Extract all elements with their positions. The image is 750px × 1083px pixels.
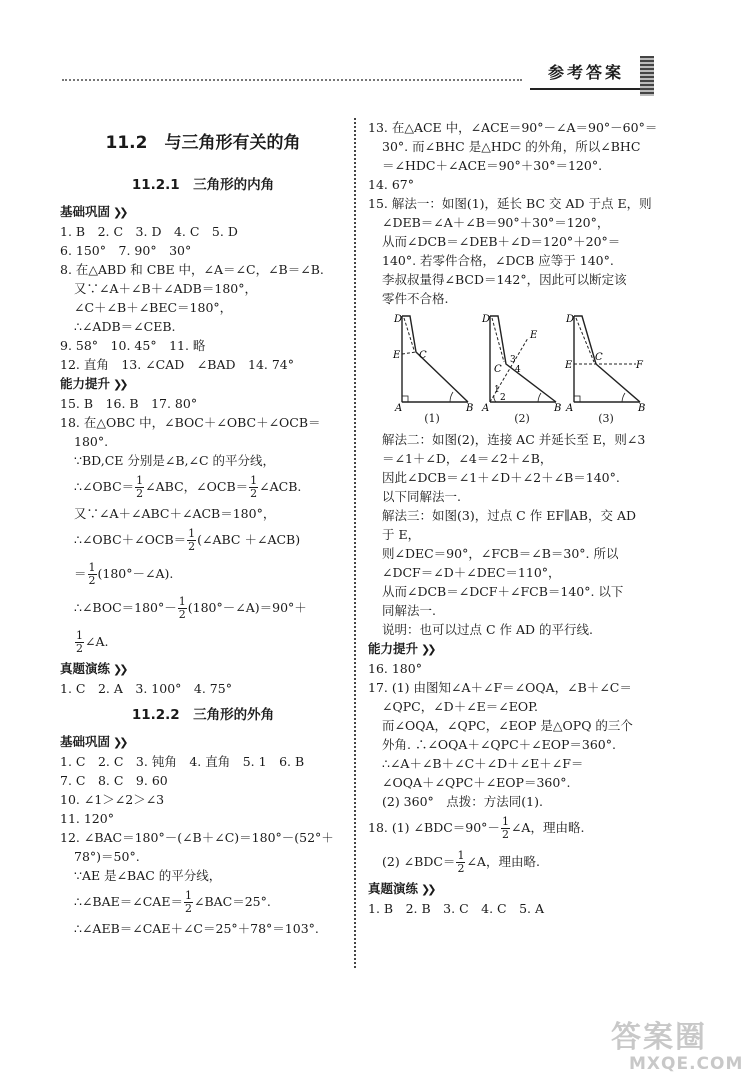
text-segment: ∴∠BAE＝∠CAE＝ [74, 894, 183, 909]
answer-line: ∠DCF＝∠D＋∠DEC＝110°， [382, 565, 561, 580]
fraction-denominator: 2 [250, 487, 258, 500]
answer-line: ∴∠A＋∠B＋∠C＋∠D＋∠E＋∠F＝ [382, 756, 584, 771]
answer-line: 于 E， [382, 527, 421, 542]
fraction-one-half [75, 630, 84, 655]
answer-line: 解法二：如图(2)，连接 AC 并延长至 E，则∠3 [382, 432, 646, 447]
answer-line: 180°. [74, 434, 109, 449]
answer-line: 外角. ∴∠OQA＋∠QPC＋∠EOP＝360°. [382, 737, 616, 752]
fraction-numerator: 1 [184, 889, 192, 902]
answer-line: ∠QPC，∠D＋∠E＝∠EOP. [382, 699, 538, 714]
fraction-numerator: 1 [136, 474, 144, 487]
angle-label-3: 3 [510, 355, 516, 365]
answer-line: 7. C 8. C 9. 60 [60, 773, 168, 788]
fraction-denominator: 2 [88, 574, 96, 587]
angle-label-4: 4 [515, 365, 521, 375]
fraction-denominator: 2 [501, 828, 509, 841]
text-segment: (2) ∠BDC＝ [382, 854, 456, 869]
text-segment: ＝ [74, 566, 87, 581]
text-segment: 18. (1) ∠BDC＝90°－ [368, 820, 500, 835]
answer-line: 1. B 2. C 3. D 4. C 5. D [60, 224, 238, 239]
chevron-right-icon: ❯❯ [113, 206, 126, 219]
point-label-b: B [638, 403, 646, 414]
answer-line: 而∠OQA，∠QPC，∠EOP 是△OPQ 的三个 [382, 718, 633, 733]
fraction-denominator: 2 [76, 642, 83, 655]
fraction-one-half [501, 816, 510, 841]
answer-line: 因此∠DCB＝∠1＋∠D＋∠2＋∠B＝140°. [382, 470, 620, 485]
answer-line: 78°)＝50°. [74, 849, 140, 864]
fraction-one-half [184, 890, 193, 915]
fraction-numerator: 1 [250, 474, 258, 487]
answer-line: 从而∠DCB＝∠DCF＋∠FCB＝140°. 以下 [382, 584, 624, 599]
point-label-a: A [566, 403, 574, 414]
answer-line: 1. B 2. B 3. C 4. C 5. A [368, 901, 545, 916]
point-label-f: F [636, 360, 643, 371]
answer-line: 说明：也可以过点 C 作 AD 的平行线. [382, 622, 593, 637]
watermark-url: MXQE.COM [629, 1054, 744, 1074]
point-label-e: E [393, 350, 401, 361]
chevron-right-icon: ❯❯ [113, 378, 126, 391]
text-segment: ∠A. [85, 634, 109, 649]
answer-line: 从而∠DCB＝∠DEB＋∠D＝120°＋20°＝ [382, 234, 621, 249]
label-ability-improvement [368, 639, 658, 659]
answer-line: 又∵∠A＋∠ABC＋∠ACB＝180°， [74, 506, 276, 521]
text-segment: (∠ABC ＋∠ACB) [197, 532, 301, 547]
answer-line: 18. 在△OBC 中，∠BOC＋∠OBC＋∠OCB＝ [60, 415, 321, 430]
figure-caption: (1) [424, 412, 440, 425]
answer-line: (2) 360° 点拨：方法同(1). [382, 794, 543, 809]
answer-line: 11. 120° [60, 811, 114, 826]
label-text: 真题演练 [60, 661, 111, 676]
answer-line: 1. C 2. C 3. 钝角 4. 直角 5. 1 6. B [60, 754, 305, 769]
label-basic-consolidation [60, 202, 346, 222]
figure-row [368, 308, 658, 430]
figure-2-drawing [480, 310, 564, 414]
fraction-denominator: 2 [184, 902, 192, 915]
point-label-b: B [466, 403, 474, 414]
answer-line: ＝∠HDC＋∠ACE＝90°＋30°＝120°. [382, 158, 603, 173]
answer-line: ＝∠1＋∠D，∠4＝∠2＋∠B， [382, 451, 553, 466]
text-segment: ∠A，理由略. [466, 854, 540, 869]
chevron-right-icon: ❯❯ [421, 643, 434, 656]
answer-line: 解法三：如图(3)，过点 C 作 EF∥AB，交 AD [382, 508, 636, 523]
answer-line: 李叔叔量得∠BCD＝142°，因此可以断定该 [382, 272, 627, 287]
answer-line-with-fraction [60, 625, 346, 659]
answer-line: 15. B 16. B 17. 80° [60, 396, 198, 411]
answer-line-with-fraction [60, 885, 346, 919]
label-ability-improvement [60, 374, 346, 394]
angle-label-1: 1 [494, 385, 500, 395]
right-column [368, 118, 658, 918]
answer-line: 又∵∠A＋∠B＋∠ADB＝180°， [74, 281, 257, 296]
text-segment: ∠A，理由略. [510, 820, 585, 835]
answer-line: 16. 180° [368, 661, 422, 676]
text-segment: (180°－∠A)＝90°＋ [187, 600, 307, 615]
label-basic-consolidation [60, 732, 346, 752]
subsection-title-interior-angles: 11.2.1 三角形的内角 [131, 177, 275, 193]
answer-line: ∴∠ADB＝∠CEB. [74, 319, 176, 334]
header-rule [62, 79, 522, 81]
answer-line: 13. 在△ACE 中，∠ACE＝90°－∠A＝90°－60°＝ [368, 120, 658, 135]
answer-line: 10. ∠1＞∠2＞∠3 [60, 792, 165, 807]
text-segment: ∠ABC，∠OCB＝ [145, 479, 249, 494]
header-label: 参考答案 [530, 58, 642, 90]
answer-line: 6. 150° 7. 90° 30° [60, 243, 192, 258]
point-label-c: C [494, 364, 502, 375]
fraction-denominator: 2 [457, 862, 465, 875]
figure-caption: (2) [514, 412, 530, 425]
fraction-one-half [178, 596, 187, 621]
watermark-logo [605, 1012, 745, 1078]
answer-line: 零件不合格. [382, 291, 449, 306]
fraction-denominator: 2 [178, 608, 186, 621]
section-title: 11.2 与三角形有关的角 [105, 133, 301, 153]
answer-line: 以下同解法一. [382, 489, 461, 504]
answer-line: 12. ∠BAC＝180°－(∠B＋∠C)＝180°－(52°＋ [60, 830, 334, 845]
answer-line: 140°. 若零件合格，∠DCB 应等于 140°. [382, 253, 614, 268]
answer-line: 12. 直角 13. ∠CAD ∠BAD 14. 74° [60, 357, 295, 372]
answer-line: 17. (1) 由图知∠A＋∠F＝∠OQA，∠B＋∠C＝ [368, 680, 632, 695]
answer-line: ∠C＋∠B＋∠BEC＝180°， [74, 300, 233, 315]
fraction-denominator: 2 [188, 540, 196, 553]
answer-line: ∴∠AEB＝∠CAE＋∠C＝25°＋78°＝103°. [74, 921, 319, 936]
text-segment: ∴∠OBC＝ [74, 479, 135, 494]
fraction-numerator: 1 [88, 561, 96, 574]
subsection-title-exterior-angles: 11.2.2 三角形的外角 [131, 707, 275, 723]
answer-line: 同解法一. [382, 603, 436, 618]
answer-line: ∠DEB＝∠A＋∠B＝90°＋30°＝120°， [382, 215, 610, 230]
point-label-c: C [595, 352, 603, 363]
fraction-numerator: 1 [457, 849, 465, 862]
answer-line-with-fraction [368, 845, 658, 879]
figure-1-drawing [390, 310, 474, 414]
figure-caption: (3) [598, 412, 614, 425]
label-text: 能力提升 [368, 641, 419, 656]
chevron-right-icon: ❯❯ [421, 883, 434, 896]
column-divider [354, 118, 356, 968]
figure-2 [480, 310, 564, 430]
answer-line-with-fractions [60, 470, 346, 504]
label-text: 基础巩固 [60, 204, 111, 219]
point-label-d: D [394, 314, 403, 325]
point-label-d: D [566, 314, 575, 325]
fraction-one-half [187, 528, 196, 553]
fraction-one-half [135, 475, 144, 500]
fraction-one-half [456, 850, 465, 875]
point-label-a: A [482, 403, 490, 414]
label-text: 真题演练 [368, 881, 419, 896]
fraction-numerator: 1 [178, 595, 186, 608]
answer-line: 1. C 2. A 3. 100° 4. 75° [60, 681, 232, 696]
fraction-one-half [88, 562, 97, 587]
answer-line: 14. 67° [368, 177, 415, 192]
fraction-one-half [249, 475, 258, 500]
answer-line: 则∠DEC＝90°，∠FCB＝∠B＝30°. 所以 [382, 546, 619, 561]
point-label-e: E [565, 360, 573, 371]
answer-line-with-fraction [60, 523, 346, 557]
figure-1 [390, 310, 474, 430]
text-segment: ∠BAC＝25°. [193, 894, 271, 909]
answer-line-with-fraction [60, 591, 346, 625]
text-segment: ∠ACB. [259, 479, 302, 494]
text-segment: (180°－∠A). [97, 566, 174, 581]
left-column [60, 118, 346, 938]
chevron-right-icon: ❯❯ [113, 663, 126, 676]
point-label-c: C [419, 350, 427, 361]
fraction-numerator: 1 [188, 527, 196, 540]
label-text: 基础巩固 [60, 734, 111, 749]
point-label-b: B [554, 403, 562, 414]
figure-3-drawing [564, 310, 648, 414]
figure-3 [564, 310, 648, 430]
fraction-numerator: 1 [76, 629, 83, 642]
answer-line: 15. 解法一：如图(1)，延长 BC 交 AD 于点 E，则 [368, 196, 652, 211]
answer-line-with-fraction [60, 557, 346, 591]
fraction-denominator: 2 [136, 487, 144, 500]
text-segment: ∴∠OBC＋∠OCB＝ [74, 532, 187, 547]
label-text: 能力提升 [60, 376, 111, 391]
angle-label-2: 2 [500, 393, 506, 403]
answer-line: 8. 在△ABD 和 CBE 中，∠A＝∠C，∠B＝∠B. [60, 262, 324, 277]
answer-line: ∵BD,CE 分别是∠B,∠C 的平分线， [74, 453, 275, 468]
text-segment: ∴∠BOC＝180°－ [74, 600, 177, 615]
point-label-a: A [395, 403, 403, 414]
answer-line: ∵AE 是∠BAC 的平分线， [74, 868, 222, 883]
point-label-e: E [530, 330, 538, 341]
header-tab-decoration [640, 56, 654, 96]
answer-line: 9. 58° 10. 45° 11. 略 [60, 338, 206, 353]
answer-line: ∠OQA＋∠QPC＋∠EOP＝360°. [382, 775, 571, 790]
point-label-d: D [482, 314, 491, 325]
answer-line-with-fraction [368, 811, 658, 845]
label-real-exam-practice [368, 879, 658, 899]
chevron-right-icon: ❯❯ [113, 736, 126, 749]
fraction-numerator: 1 [501, 815, 509, 828]
answer-line: 30°. 而∠BHC 是△HDC 的外角，所以∠BHC [382, 139, 641, 154]
label-real-exam-practice [60, 659, 346, 679]
watermark-text: 答案圈 [611, 1020, 707, 1055]
